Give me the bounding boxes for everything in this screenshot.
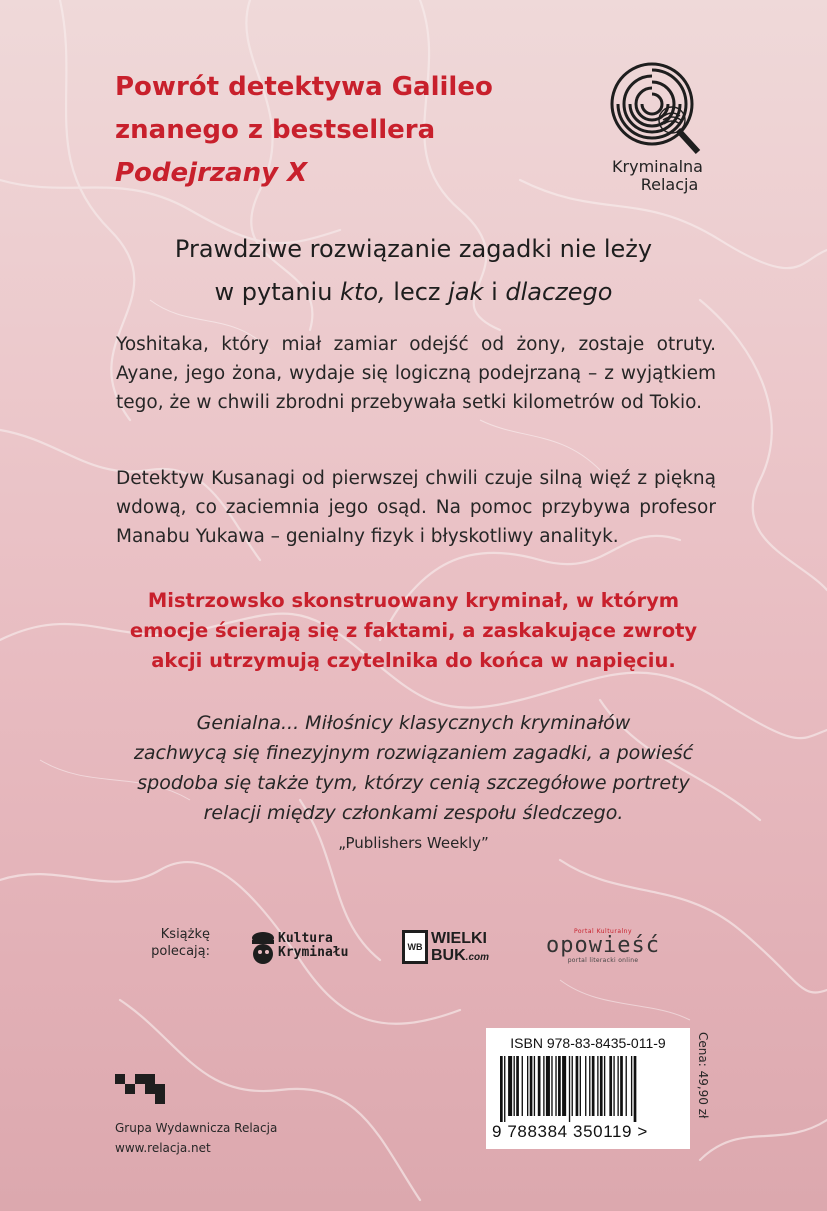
barcode-bar xyxy=(600,1056,603,1116)
headline-line-2: znanego z bestsellera xyxy=(115,115,436,145)
imprint-logo-text xyxy=(590,158,725,194)
barcode-bar xyxy=(572,1056,573,1116)
barcode-bar xyxy=(558,1056,561,1116)
review-quote xyxy=(60,708,767,828)
imprint-logo-line-1: Kryminalna xyxy=(612,157,703,176)
barcode-bar xyxy=(508,1056,512,1116)
tagline-i: i xyxy=(483,278,506,306)
barcode-bar xyxy=(516,1056,519,1116)
barcode-bar xyxy=(597,1056,598,1116)
isbn-label: ISBN 978-83-8435-011-9 xyxy=(510,1035,666,1051)
publisher-url[interactable]: www.relacja.net xyxy=(115,1141,211,1155)
detective-hat-icon xyxy=(248,928,278,968)
barcode-bar xyxy=(592,1056,595,1116)
recommend-label xyxy=(140,926,210,960)
wielki-badge: WB xyxy=(402,930,428,964)
barcode-bar xyxy=(576,1056,579,1116)
wielki-buk-logo xyxy=(402,930,494,968)
promo-blurb xyxy=(60,586,767,676)
kultura-line-2: Kryminału xyxy=(278,945,349,960)
recommend-line-1: Książkę xyxy=(160,927,210,942)
barcode-bar xyxy=(555,1056,556,1116)
quote-line-4: relacji między członkami zespołu śledczego. xyxy=(203,802,624,824)
opowiesc-logo xyxy=(532,928,674,968)
barcode-bar xyxy=(613,1056,614,1116)
barcode-bar xyxy=(522,1056,523,1116)
kultura-line-1: Kultura xyxy=(278,931,333,946)
synopsis-paragraph-1: Yoshitaka, który miał zamiar odejść od żony, zostaje otruty. Ayane, jego żona, wydaje się logiczną podejrzaną – z wyjątkiem tego, że w chwili zbrodni przebywała setki kilometrów od Tokio. xyxy=(116,334,716,413)
barcode-bar xyxy=(585,1056,586,1116)
opowiesc-name: opowieść xyxy=(546,933,660,958)
barcode-bar xyxy=(617,1056,618,1116)
barcode-bar xyxy=(530,1056,533,1116)
quote-line-1: Genialna... Miłośnicy klasycznych kryminałów xyxy=(196,712,631,734)
wielki-suffix: .com xyxy=(465,952,490,963)
tagline-pre: w pytaniu xyxy=(214,278,341,306)
publisher-name: Grupa Wydawnicza Relacja xyxy=(115,1121,278,1135)
promo-line-3: akcji utrzymują czytelnika do końca w napięciu. xyxy=(151,649,676,672)
publisher-logo-icon xyxy=(115,1074,169,1108)
tagline xyxy=(60,228,767,314)
barcode-bar xyxy=(504,1056,505,1122)
tagline-dlaczego: dlaczego xyxy=(505,278,613,306)
barcode-bar xyxy=(514,1056,515,1116)
barcode-bar xyxy=(580,1056,581,1116)
isbn-barcode xyxy=(486,1028,690,1149)
headline-book-title: Podejrzany X xyxy=(115,158,308,188)
opowiesc-small-bottom: portal literacki online xyxy=(567,957,639,964)
promo-line-1: Mistrzowsko skonstruowany kryminał, w którym xyxy=(147,589,680,612)
barcode-bar xyxy=(546,1056,550,1116)
kultura-kryminalu-logo xyxy=(248,928,368,968)
barcode-bar xyxy=(631,1056,632,1116)
quote-line-2: zachwycą się finezyjnym rozwiązaniem zagadki, a powieść xyxy=(133,742,694,764)
tagline-kto: kto, xyxy=(340,278,386,306)
barcode-bar xyxy=(543,1056,544,1116)
barcode-bar xyxy=(634,1056,637,1122)
tagline-jak: jak xyxy=(448,278,484,306)
barcode-bar xyxy=(569,1056,570,1122)
quote-source: „Publishers Weekly” xyxy=(338,834,489,852)
price-label: Cena: 49,90 zł xyxy=(696,1032,710,1119)
recommend-line-2: polecają: xyxy=(151,944,210,959)
headline-line-1: Powrót detektywa Galileo xyxy=(115,72,493,102)
barcode-bar xyxy=(538,1056,541,1116)
barcode-bar xyxy=(589,1056,590,1116)
tagline-mid: lecz xyxy=(385,278,449,306)
headline xyxy=(115,66,535,195)
barcode-bar xyxy=(620,1056,623,1116)
isbn-digits: 9 788384 350119 > xyxy=(492,1122,648,1141)
barcode-bar xyxy=(609,1056,612,1116)
barcode-bars xyxy=(500,1056,678,1122)
barcode-bar xyxy=(500,1056,503,1122)
imprint-logo-line-2: Relacja xyxy=(640,175,699,194)
tagline-line-2 xyxy=(60,271,767,314)
tagline-line-1: Prawdziwe rozwiązanie zagadki nie leży xyxy=(174,235,653,263)
barcode-bar xyxy=(562,1056,566,1116)
opowiesc-small-top: Portal Kulturalny xyxy=(573,928,633,935)
barcode-bar xyxy=(604,1056,605,1116)
barcode-bar xyxy=(551,1056,552,1116)
wielki-line-2: BUK.com xyxy=(431,947,490,964)
barcode-bar xyxy=(534,1056,535,1116)
quote-line-3: spodoba się także tym, którzy cenią szczegółowe portrety xyxy=(137,772,690,794)
synopsis-paragraph-2: Detektyw Kusanagi od pierwszej chwili czuje silną więź z piękną wdową, co zaciemnia jego osąd. Na pomoc przybywa profesor Manabu Yukawa – genialny fizyk i błyskotliwy analityk. xyxy=(116,468,716,547)
wielki-line-1: WIELKI xyxy=(431,930,487,947)
barcode-bar xyxy=(527,1056,528,1116)
promo-line-2: emocje ścierają się z faktami, a zaskakujące zwroty xyxy=(129,619,698,642)
barcode-bar xyxy=(626,1056,627,1116)
